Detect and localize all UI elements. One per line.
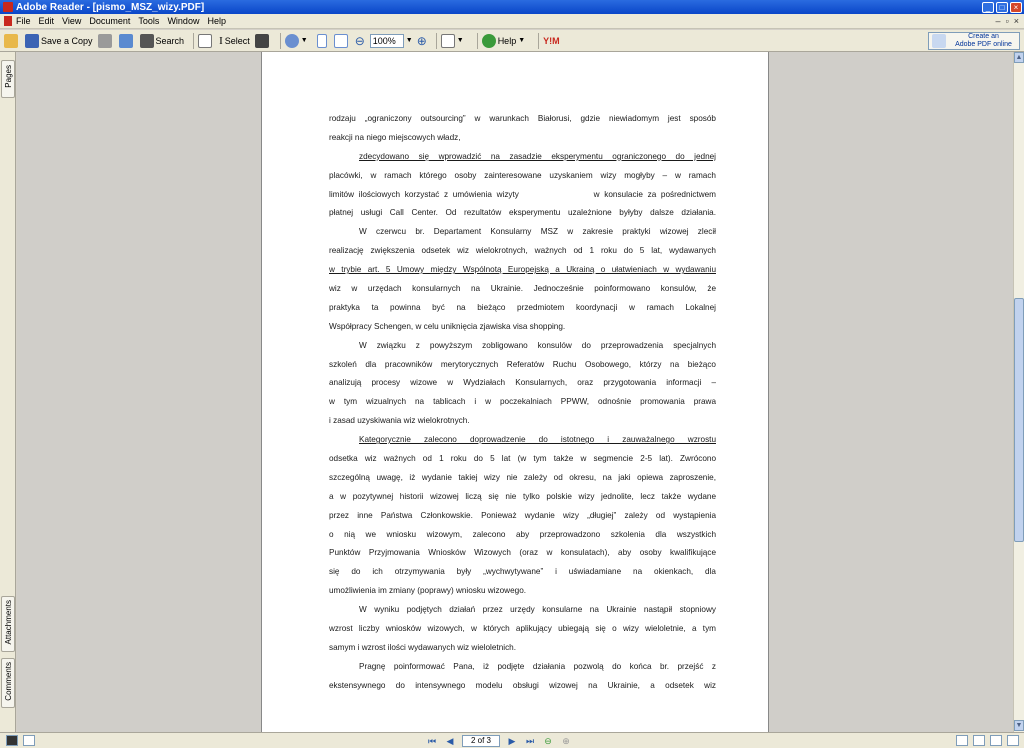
- vertical-scrollbar[interactable]: [1013, 52, 1024, 732]
- page-number-input[interactable]: 2 of 3: [462, 735, 500, 747]
- text-line: placówki, w ramach którego osoby zainteresowane uzyskaniem wizy mogłyby – w ramach: [329, 170, 716, 180]
- text-line: reakcji na niego miejscowych władz,: [329, 132, 461, 142]
- tab-attachments[interactable]: [1, 596, 15, 652]
- minimize-button[interactable]: _: [982, 2, 994, 13]
- scroll-thumb[interactable]: [1014, 298, 1024, 542]
- text-line: limitów ilościowych korzystać z umówienia wizyty w konsulacie za pośrednictwem: [329, 189, 716, 199]
- menu-window[interactable]: Window: [167, 16, 200, 26]
- create-pdf-line1: Create an: [968, 32, 999, 40]
- text-line: umożliwienia im zmiany (poprawy) wniosku wizowego.: [329, 586, 527, 596]
- menu-help[interactable]: Help: [207, 16, 226, 26]
- text-line: przez inne Państwa Członkowskie. Ponieważ wydanie wizy „długiej” zależy od wystąpienia: [329, 510, 716, 520]
- document-pane[interactable]: [17, 52, 1013, 732]
- status-bar: [0, 732, 1024, 748]
- save-icon: [25, 34, 39, 48]
- continuous-facing-icon[interactable]: [1007, 735, 1019, 746]
- text-line: W czerwcu br. Departament Konsularny MSZ w zakresie praktyki wizowej zlecił: [359, 227, 716, 237]
- text-line: szczególną uwagę, iż wydanie takiej wizy nie zależy od okresu, na jaki opiewa zaproszenie,: [329, 472, 716, 482]
- pdf-page: [261, 52, 769, 732]
- document-icon[interactable]: [4, 16, 12, 26]
- chevron-down-icon: ▼: [518, 37, 526, 44]
- chevron-down-icon: ▼: [300, 37, 308, 44]
- text-line: szkoleń dla pracowników merytorycznych Referatów Ruchu Osobowego, którzy na bieżąco: [329, 359, 716, 369]
- camera-icon: [255, 34, 269, 48]
- text-line: a w pozytywnej historii wizowej liczą się nie tylko polskie wizy jednolite, lecz także wydane: [329, 491, 716, 501]
- maximize-button[interactable]: □: [996, 2, 1008, 13]
- print-button[interactable]: [98, 34, 114, 48]
- toolbar: [0, 30, 1024, 52]
- text-line: Pragnę poinformować Pana, iż podjęte działania pozwolą do końca br. przejść z: [359, 661, 716, 671]
- text-cursor-icon: I: [219, 34, 223, 47]
- tab-comments[interactable]: [1, 658, 15, 708]
- navigation-pane: [0, 52, 16, 732]
- text-line: płatnej usługi Call Center. Od rezultatów eksperymentu uzależnione byłyby dalsze działania.: [329, 208, 716, 218]
- menu-edit[interactable]: Edit: [38, 16, 55, 26]
- close-button[interactable]: ×: [1010, 2, 1022, 13]
- search-button[interactable]: [140, 34, 185, 48]
- doc-restore-button[interactable]: ▫: [1005, 16, 1009, 26]
- facing-icon[interactable]: [990, 735, 1002, 746]
- zoom-in-button[interactable]: [417, 34, 427, 48]
- menu-bar: [0, 14, 1024, 29]
- minus-circle-icon: ⊖: [354, 33, 365, 48]
- page-text: [329, 110, 716, 696]
- hand-icon: [198, 34, 212, 48]
- doc-close-button[interactable]: ×: [1013, 16, 1019, 26]
- text-line: o nią we wniosku wizowym, zalecono aby przeprowadzono szkolenia dla wszystkich: [329, 529, 716, 539]
- menu-view[interactable]: View: [62, 16, 82, 26]
- text-line: w tym wizualnych na tablicach i w poczekalniach PPWW, odnośnie promowania prawa: [329, 397, 716, 407]
- text-line: W związku z powyższym zobligowano konsulów do przeprowadzenia specjalnych: [359, 340, 716, 350]
- open-folder-icon: [4, 34, 18, 48]
- text-line: ekstensywnego do intensywnego modelu obsługi wizowej na Ukrainie, a odsetek wiz: [329, 680, 716, 690]
- magnifier-icon: [285, 34, 299, 48]
- save-status-icon[interactable]: [6, 735, 18, 746]
- text-line: samym i wzrost ilości wydawanych wiz wieloletnich.: [329, 642, 517, 652]
- yahoo-logo-icon: Y!M: [543, 35, 560, 46]
- fit-page-button[interactable]: [334, 34, 350, 48]
- save-copy-button[interactable]: [25, 34, 93, 48]
- binoculars-icon: [140, 34, 154, 48]
- doc-minimize-button[interactable]: –: [995, 16, 1001, 26]
- window-title: Adobe Reader - [pismo_MSZ_wizy.PDF]: [16, 1, 205, 13]
- select-label: Select: [224, 35, 250, 46]
- text-line: Punktów Przyjmowania Wniosków Wizowych (oraz w konsulatach), aby osoby kwalifikujące: [329, 548, 716, 558]
- select-tool-button[interactable]: [219, 35, 250, 47]
- previous-view-button[interactable]: ⊖: [544, 735, 552, 746]
- zoom-dropdown-icon[interactable]: ▼: [405, 37, 413, 44]
- open-button[interactable]: [4, 34, 20, 48]
- search-label: Search: [155, 35, 185, 46]
- snapshot-button[interactable]: [255, 34, 271, 48]
- pdf-online-icon: [932, 34, 946, 48]
- text-line: się do ich otrzymywania były „wychwytywane” i uświadamiane na okienkach, dla: [329, 567, 716, 577]
- continuous-icon[interactable]: [973, 735, 985, 746]
- tab-attachments-label: Attachments: [4, 600, 13, 645]
- menu-document[interactable]: Document: [89, 16, 131, 26]
- tab-pages-label: Pages: [4, 65, 13, 88]
- menu-file[interactable]: File: [16, 16, 31, 26]
- actual-size-button[interactable]: [317, 34, 329, 48]
- next-view-button[interactable]: ⊕: [562, 735, 570, 746]
- save-copy-label: Save a Copy: [41, 35, 93, 46]
- help-button[interactable]: [482, 34, 529, 48]
- title-bar: [0, 0, 1024, 14]
- adobe-reader-icon: [3, 2, 13, 12]
- scroll-down-button[interactable]: ▼: [1015, 722, 1023, 729]
- next-page-button[interactable]: ▶: [508, 735, 516, 746]
- text-line: wiz w urzędach konsularnych na Ukrainie. Jednocześnie poinformowano konsulów, że: [329, 284, 716, 294]
- zoom-tool-button[interactable]: [285, 34, 312, 48]
- text-line: zdecydowano się wprowadzić na zasadzie eksperymentu ograniczonego do jednej: [359, 151, 716, 161]
- previous-page-button[interactable]: ◀: [446, 735, 454, 746]
- hand-tool-button[interactable]: [198, 34, 214, 48]
- text-line: praktyka ta powinna być na bieżąco przedmiotem koordynacji w ramach Lokalnej: [329, 302, 716, 312]
- zoom-input[interactable]: 100%: [370, 34, 404, 48]
- rotate-icon: [441, 34, 455, 48]
- text-line: odsetka wiz ważnych od 1 roku do 5 lat (w tym także w segmencie 2-5 lat). Zwrócono: [329, 454, 716, 464]
- text-line: analizują procesy wizowe w Wydziałach Konsularnych, oraz przygotowania informacji –: [329, 378, 716, 388]
- text-line: i zasad uzyskiwania wiz wielokrotnych.: [329, 416, 470, 426]
- fit-page-icon: [334, 34, 348, 48]
- chevron-down-icon: ▼: [456, 37, 464, 44]
- text-line: realizację zwiększenia odsetek wiz wielokrotnych, ważnych od 1 roku do 5 lat, wydawanych: [329, 246, 716, 256]
- text-line: wzrost liczby wniosków wizowych, w których aplikujący ubiegają się o wizy wieloletnie, a tym: [329, 624, 716, 634]
- text-line: w trybie art. 5 Umowy między Wspólnotą Europejską a Ukrainą o ułatwieniach w wydawaniu: [329, 265, 716, 275]
- tab-comments-label: Comments: [4, 662, 13, 701]
- first-page-button[interactable]: ⏮: [427, 735, 437, 746]
- menu-tools[interactable]: Tools: [138, 16, 160, 26]
- help-label: Help: [497, 35, 517, 46]
- page-actual-icon: [317, 34, 327, 48]
- rotate-view-button[interactable]: [441, 34, 468, 48]
- plus-circle-icon: ⊕: [416, 33, 427, 48]
- email-button[interactable]: [119, 34, 135, 48]
- last-page-button[interactable]: ⏭: [525, 735, 535, 746]
- text-line: rodzaju „ograniczony outsourcing” w warunkach Białorusi, gdzie niewiadomym jest sposób: [329, 114, 716, 123]
- text-line: W wyniku podjętych działań przez urzędy konsularne na Ukrainie nastąpił stopniowy: [359, 605, 716, 615]
- create-pdf-online-button[interactable]: [928, 32, 1020, 50]
- tab-pages[interactable]: [1, 60, 15, 98]
- doc-properties-icon[interactable]: [23, 735, 35, 746]
- zoom-out-button[interactable]: [355, 34, 365, 48]
- help-icon: [482, 34, 496, 48]
- create-pdf-line2: Adobe PDF online: [955, 40, 1012, 48]
- email-icon: [119, 34, 133, 48]
- single-page-icon[interactable]: [956, 735, 968, 746]
- text-line: Współpracy Schengen, w celu uniknięcia zjawiska visa shopping.: [329, 321, 566, 331]
- print-icon: [98, 34, 112, 48]
- scroll-up-button[interactable]: ▲: [1015, 54, 1023, 61]
- yahoo-button[interactable]: [543, 36, 560, 46]
- text-line: Kategorycznie zalecono doprowadzenie do istotnego i zauważalnego wzrostu: [359, 435, 716, 445]
